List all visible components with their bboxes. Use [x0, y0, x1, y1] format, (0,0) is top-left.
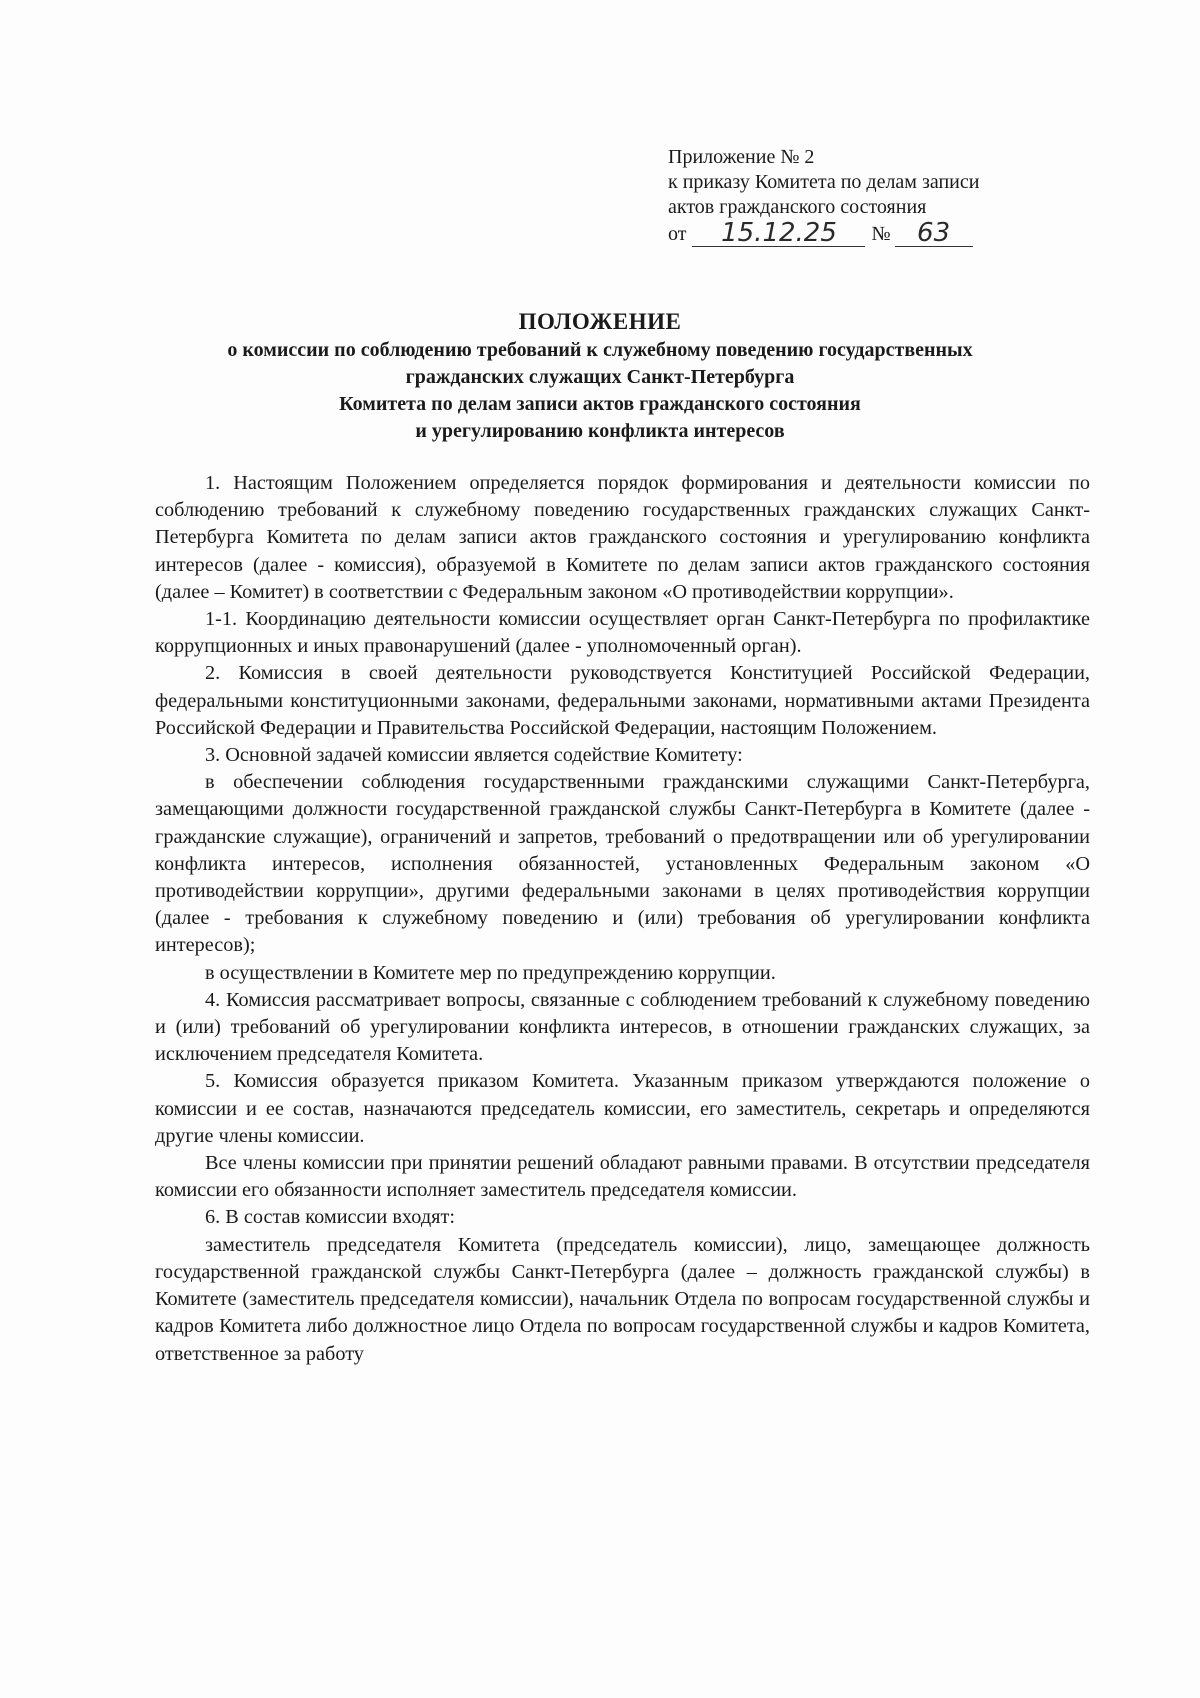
- paragraph: в осуществлении в Комитете мер по предупреждению коррупции.: [205, 961, 776, 984]
- document-subtitle-line: Комитета по делам записи актов гражданского состояния: [339, 393, 861, 415]
- appendix-order-ref: к приказу Комитета по делам записи: [668, 171, 980, 193]
- paragraph: 1. Настоящим Положением определяется порядок формирования и деятельности комиссии по соблюдению требований к служебному поведению государственных гражданских служащих Санкт-Петербурга Комитета по делам записи актов гражданского состояния и урегулированию конфликта интересов (далее - комиссия), образуемой в Комитете по делам записи актов гражданского состояния (далее – Комитет) в соответствии с Федеральным законом «О противодействии коррупции».: [155, 472, 1090, 603]
- appendix-header: [668, 145, 1088, 247]
- document-title: ПОЛОЖЕНИЕ: [518, 309, 682, 334]
- paragraph: 3. Основной задачей комиссии является содействие Комитету:: [205, 744, 743, 767]
- number-prefix: №: [871, 223, 891, 245]
- paragraph: 5. Комиссия образуется приказом Комитета. Указанным приказом утверждаются положение о комиссии и ее состав, назначаются председатель комиссии, его заместитель, секретарь и определяются другие члены комиссии.: [155, 1070, 1090, 1147]
- paragraph: 4. Комиссия рассматривает вопросы, связанные с соблюдением требований к служебному поведению и (или) требований об урегулировании конфликта интересов, в отношении гражданских служащих, за исключением председателя Комитета.: [155, 988, 1090, 1066]
- paragraph: 1-1. Координацию деятельности комиссии осуществляет орган Санкт-Петербурга по профилактике коррупционных и иных правонарушений (далее - уполномоченный орган).: [155, 608, 1090, 658]
- appendix-number: Приложение № 2: [668, 146, 815, 168]
- document-subtitle-line: гражданских служащих Санкт-Петербурга: [405, 366, 795, 388]
- appendix-committee: актов гражданского состояния: [668, 196, 927, 218]
- document-subtitle-line: о комиссии по соблюдению требований к служебному поведению государственных: [227, 339, 973, 361]
- document-subtitle-line: и урегулированию конфликта интересов: [415, 420, 785, 442]
- document-body: [155, 470, 1090, 1368]
- handwritten-number: 63: [895, 220, 973, 247]
- document-title-block: [130, 307, 1070, 445]
- paragraph: в обеспечении соблюдения государственными гражданскими служащими Санкт-Петербурга, замещающими должности государственной гражданской службы Санкт-Петербурга в Комитете (далее - гражданские служащие), ограничений и запретов, требований о предотвращении или об урегулировании конфликта интересов, исполнения обязанностей, установленных Федеральным законом «О противодействии коррупции», другими федеральными законами в целях противодействия коррупции (далее - требования к служебному поведению и (или) требования об урегулировании конфликта интересов);: [155, 771, 1090, 957]
- paragraph: заместитель председателя Комитета (председатель комиссии), лицо, замещающее должность государственной гражданской службы Санкт-Петербурга (далее – должность гражданской службы) в Комитете (заместитель председателя комиссии), начальник Отдела по вопросам государственной службы и кадров Комитета либо должностное лицо Отдела по вопросам государственной службы и кадров Комитета, ответственное за работу: [155, 1233, 1090, 1365]
- from-prefix: от: [668, 223, 687, 245]
- paragraph: Все члены комиссии при принятии решений обладают равными правами. В отсутствии председателя комиссии его обязанности исполняет заместитель председателя комиссии.: [155, 1152, 1090, 1202]
- paragraph: 2. Комиссия в своей деятельности руководствуется Конституцией Российской Федерации, федеральными конституционными законами, федеральными законами, нормативными актами Президента Российской Федерации и Правительства Российской Федерации, настоящим Положением.: [155, 662, 1090, 739]
- appendix-date-line: [668, 220, 1088, 247]
- paragraph: 6. В состав комиссии входят:: [205, 1206, 455, 1229]
- handwritten-date: 15.12.25: [692, 220, 865, 247]
